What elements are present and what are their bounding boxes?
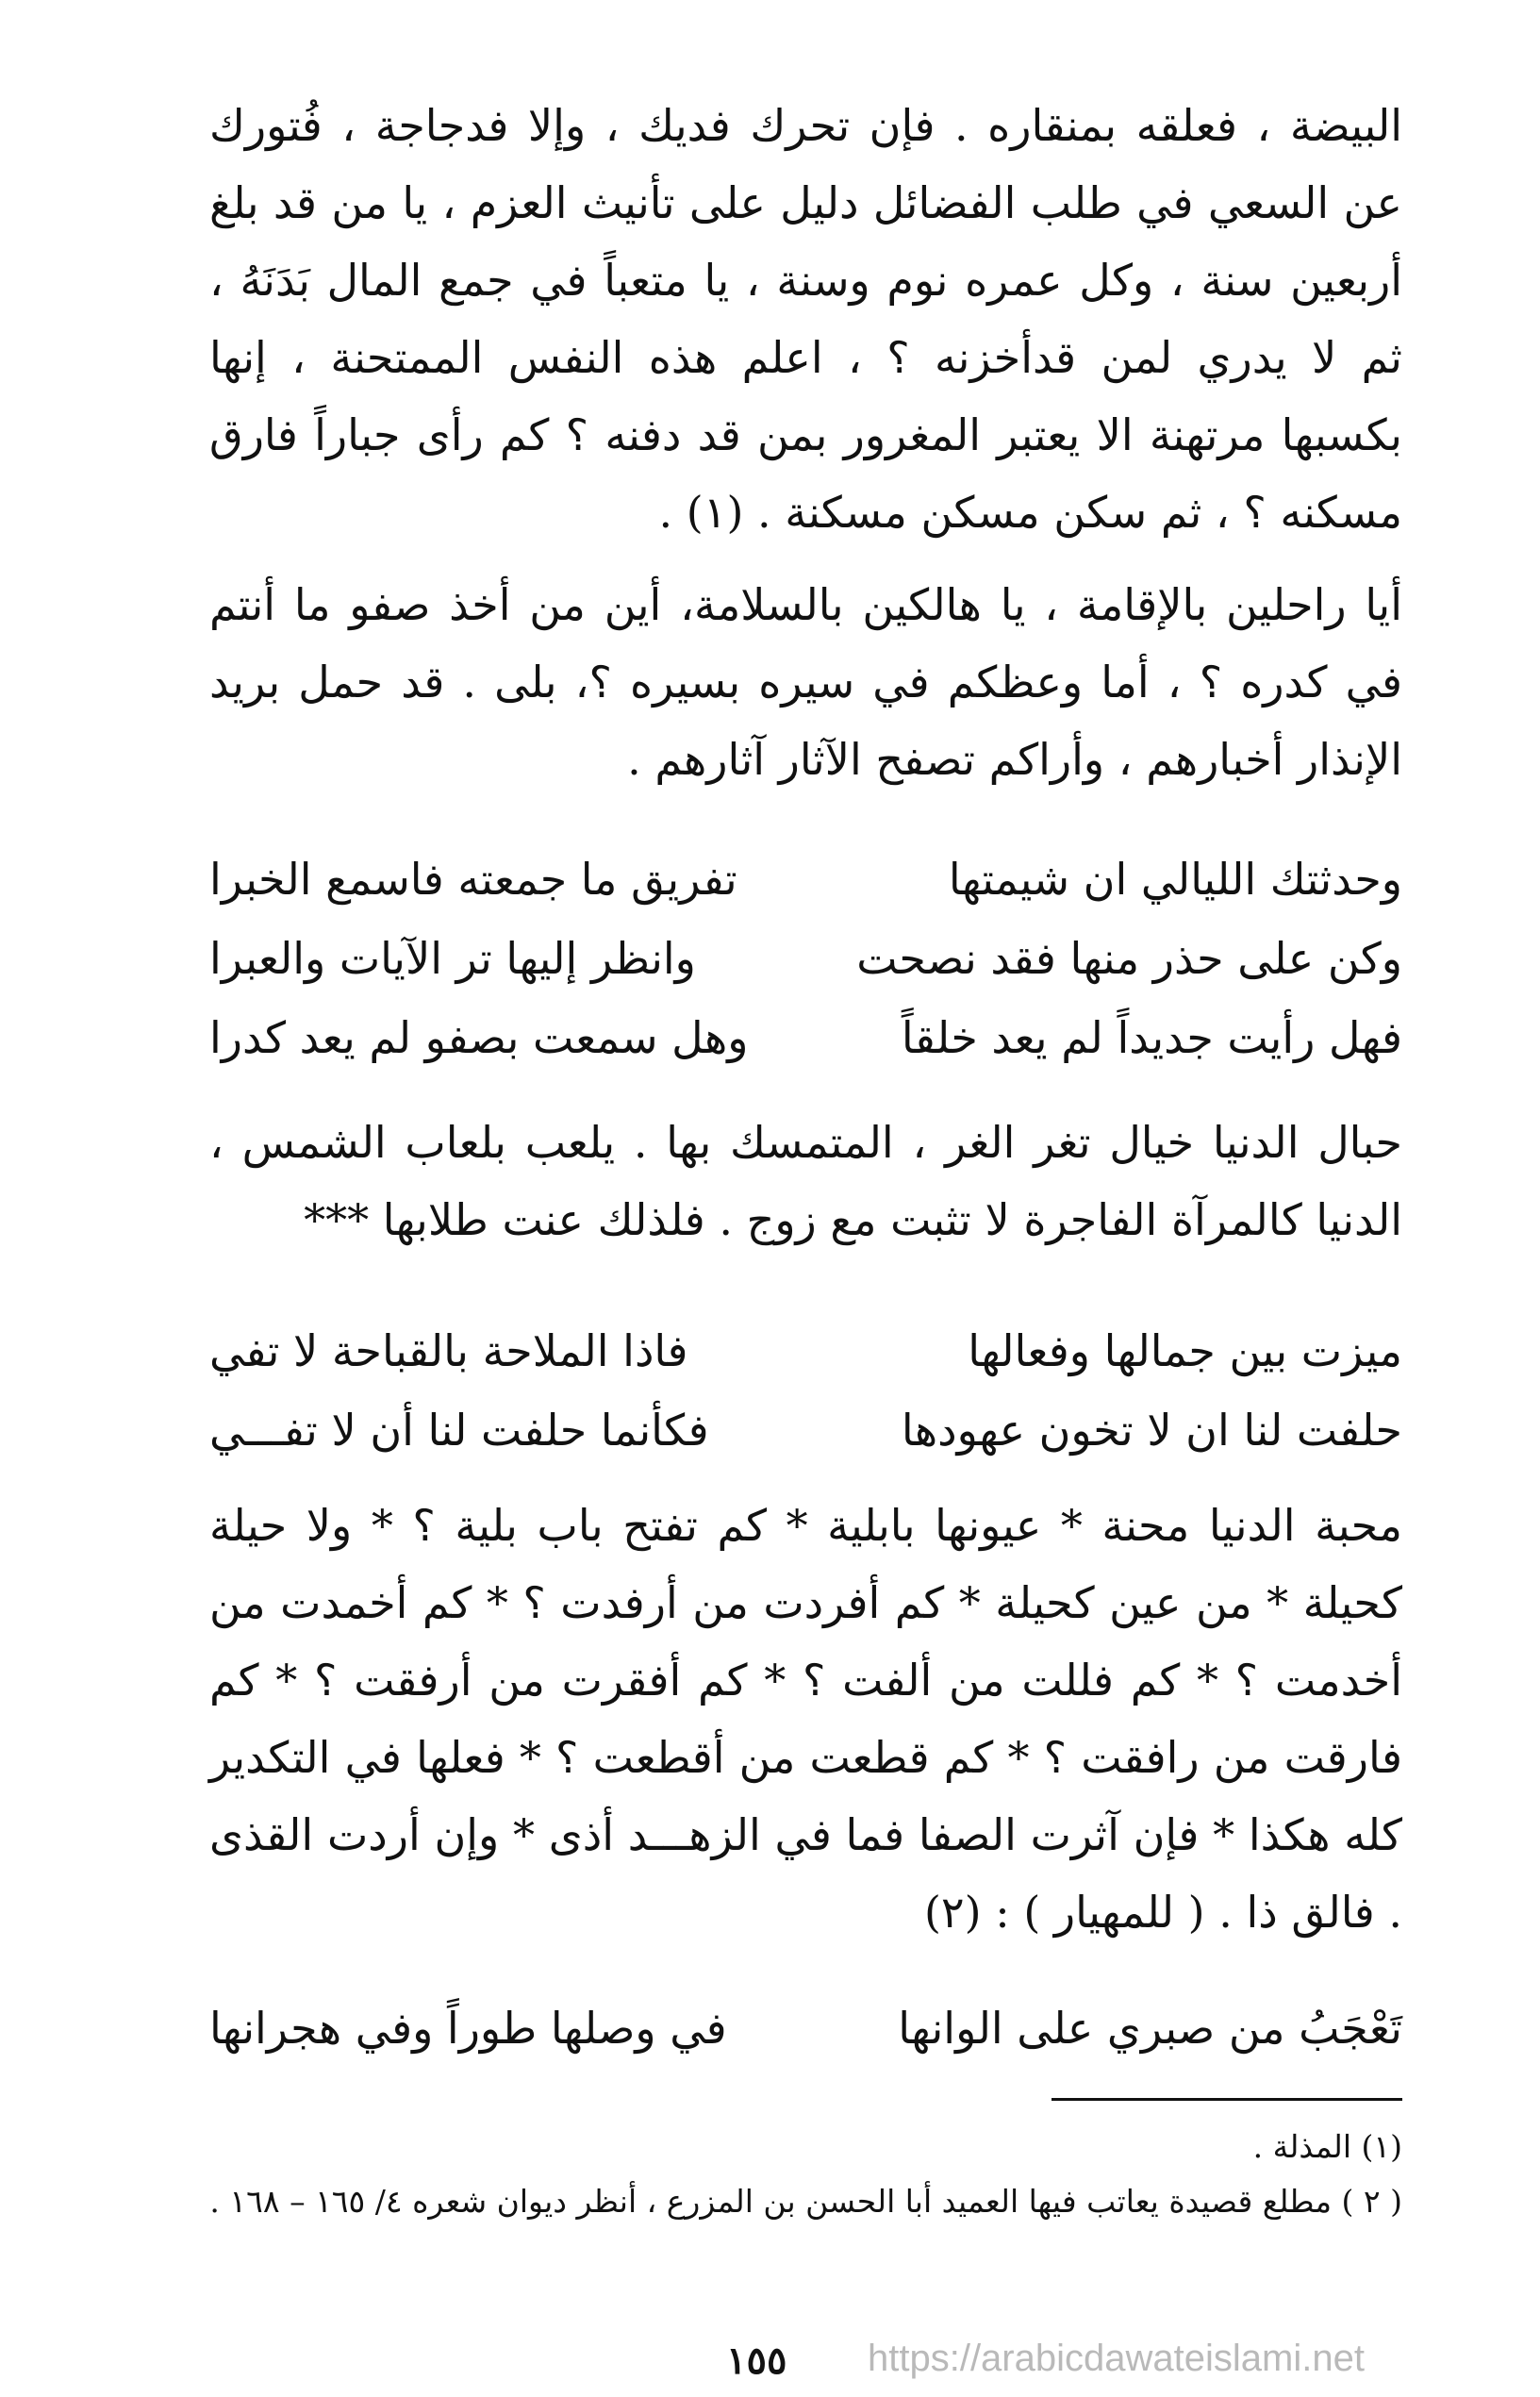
poem-verses-2 — [209, 1311, 1402, 1470]
verse-second-hemistich: وهل سمعت بصفو لم يعد كدرا — [209, 1012, 749, 1063]
verse-first-hemistich: فهل رأيت جديداً لم يعد خلقاً — [901, 1012, 1402, 1063]
verse-line — [209, 1390, 1402, 1470]
verse-second-hemistich: تفريق ما جمعته فاسمع الخبرا — [209, 854, 737, 905]
verse-first-hemistich: وكن على حذر منها فقد نصحت — [856, 933, 1402, 984]
verse-first-hemistich: حلفت لنا ان لا تخون عهودها — [901, 1405, 1402, 1456]
verse-line — [209, 1989, 1402, 2068]
verse-first-hemistich: تَعْجَبُ من صبري على الوانها — [898, 2003, 1402, 2054]
paragraph-4: محبة الدنيا محنة * عيونها بابلية * كم تفتح باب بلية ؟ * ولا حيلة كحيلة * من عين كحيلة * كم أفردت من أرفدت ؟ * كم أخمدت من أخدمت ؟ * كم فللت من ألفت ؟ * كم أفقرت من أرفقت ؟ * كم فارقت من رافقت ؟ * كم قطعت من أقطعت ؟ * فعلها في التكدير كله هكذا * فإن آثرت الصفا فما في الزهـــد أذى * وإن أردت القذى . فالق ذا . ( للمهيار ) : (٢) — [209, 1500, 1402, 1938]
verse-line — [209, 840, 1402, 919]
poem-verse-final — [209, 1989, 1402, 2068]
paragraph-2: أيا راحلين بالإقامة ، يا هالكين بالسلامة، أين من أخذ صفو ما أنتم في كدره ؟ ، أما وعظكم في سيره بسيره ؟، بلى . قد حمل بريد الإنذار أخبارهم ، وأراكم تصفح الآثار آثارهم . — [209, 579, 1402, 785]
paragraph-3: حبال الدنيا خيال تغر الغر ، المتمسك بها . يلعب بلعاب الشمس ، الدنيا كالمرآة الفاجرة لا تثبت مع زوج . فلذلك عنت طلابها *** — [209, 1117, 1402, 1245]
verse-line — [209, 998, 1402, 1077]
page-number: ١٥٥ — [726, 2339, 787, 2383]
paragraph-1: البيضة ، فعلقه بمنقاره . فإن تحرك فديك ، وإلا فدجاجة ، فُتورك عن السعي في طلب الفضائل دليل على تأنيث العزم ، يا من قد بلغ أربعين سنة ، وكل عمره نوم وسنة ، يا متعباً في جمع المال بَدَنَهُ ، ثم لا يدري لمن قدأخزنه ؟ ، اعلم هذه النفس الممتحنة ، إنها بكسبها مرتهنة الا يعتبر المغرور بمن قد دفنه ؟ كم رأى جباراً فارق مسكنه ؟ ، ثم سكن مسكن مسكنة . (١) . — [209, 100, 1402, 538]
poem-verses-1 — [209, 840, 1402, 1077]
verse-first-hemistich: ميزت بين جمالها وفعالها — [968, 1325, 1402, 1376]
verse-second-hemistich: فاذا الملاحة بالقباحة لا تفي — [209, 1325, 688, 1376]
verse-line — [209, 1311, 1402, 1390]
footnote-1: (١) المذلة . — [1252, 2128, 1402, 2165]
verse-second-hemistich: في وصلها طوراً وفي هجرانها — [209, 2003, 727, 2054]
footnote-2: ( ٢ ) مطلع قصيدة يعاتب فيها العميد أبا الحسن بن المزرع ، أنظر ديوان شعره ٤/ ١٦٥ – ١٦٨ . — [209, 2183, 1402, 2220]
footnote-divider — [1052, 2098, 1402, 2101]
verse-second-hemistich: وانظر إليها تر الآيات والعبرا — [209, 933, 696, 984]
watermark-url: https://arabicdawateislami.net — [868, 2338, 1365, 2379]
verse-first-hemistich: وحدثتك الليالي ان شيمتها — [948, 854, 1402, 905]
verse-second-hemistich: فكأنما حلفت لنا أن لا تفـــي — [209, 1405, 709, 1456]
verse-line — [209, 919, 1402, 998]
